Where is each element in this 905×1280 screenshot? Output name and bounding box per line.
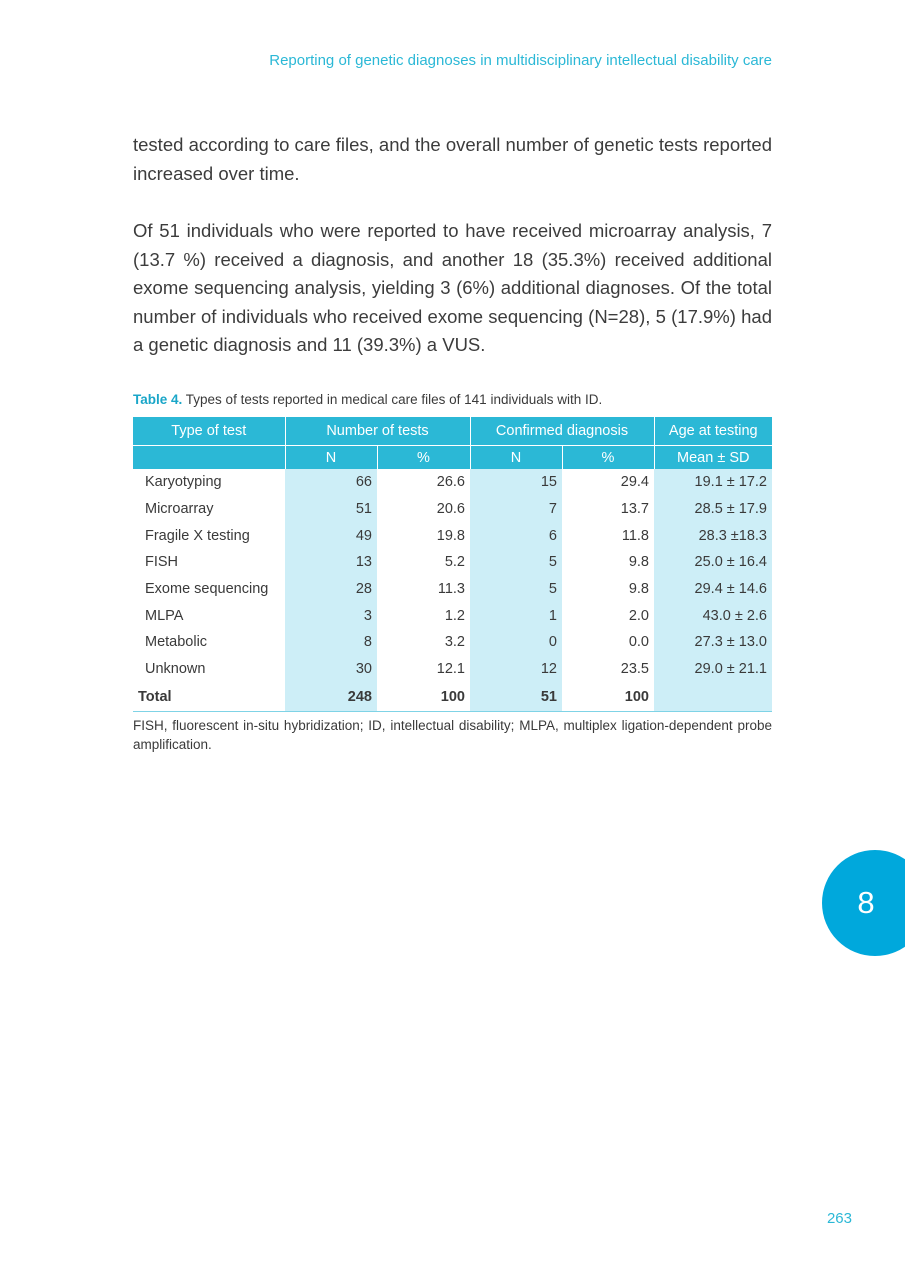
table-header-row-sub — [133, 446, 772, 470]
table-row — [133, 496, 772, 523]
table-row — [133, 602, 772, 629]
cell-n-tests: 30 — [285, 656, 377, 683]
total-pct-diagnosis: 100 — [562, 683, 654, 712]
cell-pct-diagnosis: 9.8 — [628, 554, 649, 571]
cell-n-diagnosis: 12 — [470, 656, 562, 683]
cell-test-name: Karyotyping — [145, 474, 222, 491]
cell-pct-tests: 19.8 — [436, 527, 465, 544]
cell-age: 28.3 ±18.3 — [654, 522, 772, 549]
cell-age: 19.1 ± 17.2 — [654, 469, 772, 496]
table-caption — [133, 392, 773, 407]
table-caption-text: Types of tests reported in medical care files of 141 individuals with ID. — [182, 392, 603, 407]
cell-test-name: FISH — [145, 554, 179, 571]
cell-pct-tests: 20.6 — [436, 501, 465, 518]
total-n-tests: 248 — [285, 683, 377, 712]
chapter-tab: 8 — [822, 850, 905, 956]
cell-test-name: Unknown — [145, 661, 206, 678]
cell-pct-tests: 3.2 — [444, 634, 465, 651]
cell-pct-tests: 5.2 — [444, 554, 465, 571]
cell-age: 43.0 ± 2.6 — [654, 602, 772, 629]
cell-pct-diagnosis: 11.8 — [621, 527, 649, 544]
cell-n-diagnosis: 6 — [470, 522, 562, 549]
cell-pct-diagnosis: 2.0 — [628, 607, 649, 624]
cell-n-diagnosis: 0 — [470, 629, 562, 656]
tests-table — [133, 417, 772, 712]
table-row — [133, 576, 772, 603]
cell-pct-tests: 1.2 — [444, 607, 465, 624]
table-footnote: FISH, fluorescent in-situ hybridization; ID, intellectual disability; MLPA, multiplex ligation-dependent probe amplification. — [133, 718, 772, 752]
total-pct-tests: 100 — [377, 683, 470, 712]
cell-test-name: Fragile X testing — [145, 527, 250, 544]
header-age-at-testing: Age at testing — [654, 417, 772, 446]
table-caption-label: Table 4. — [133, 392, 183, 407]
total-label: Total — [133, 683, 285, 712]
total-n-diagnosis: 51 — [470, 683, 562, 712]
cell-n-diagnosis: 7 — [470, 496, 562, 523]
header-blank — [133, 446, 285, 470]
total-age — [654, 683, 772, 712]
cell-test-name: Metabolic — [145, 634, 208, 651]
cell-test-name: Microarray — [145, 501, 214, 518]
cell-pct-diagnosis: 29.4 — [620, 474, 649, 491]
running-header: Reporting of genetic diagnoses in multidisciplinary intellectual disability care — [269, 52, 772, 69]
cell-n-tests: 51 — [285, 496, 377, 523]
table-row — [133, 629, 772, 656]
cell-n-tests: 3 — [285, 602, 377, 629]
page-number: 263 — [826, 1210, 852, 1227]
table-header-row-groups — [133, 417, 772, 446]
header-confirmed-diagnosis: Confirmed diagnosis — [470, 417, 654, 446]
cell-age: 29.4 ± 14.6 — [654, 576, 772, 603]
cell-pct-diagnosis: 0.0 — [628, 634, 649, 651]
table-row — [133, 549, 772, 576]
table-total-row — [133, 683, 772, 712]
cell-age: 27.3 ± 13.0 — [654, 629, 772, 656]
cell-n-diagnosis: 5 — [470, 576, 562, 603]
cell-age: 25.0 ± 16.4 — [654, 549, 772, 576]
table-row — [133, 522, 772, 549]
cell-age: 28.5 ± 17.9 — [654, 496, 772, 523]
cell-pct-diagnosis: 23.5 — [620, 661, 649, 678]
subheader-mean-sd: Mean ± SD — [654, 446, 772, 470]
cell-pct-tests: 12.1 — [436, 661, 465, 678]
cell-n-diagnosis: 1 — [470, 602, 562, 629]
subheader-tests-n: N — [285, 446, 377, 470]
cell-n-tests: 13 — [285, 549, 377, 576]
cell-pct-tests: 26.6 — [436, 474, 465, 491]
cell-test-name: Exome sequencing — [145, 581, 269, 598]
cell-n-diagnosis: 5 — [470, 549, 562, 576]
cell-n-tests: 8 — [285, 629, 377, 656]
subheader-tests-pct: % — [377, 446, 470, 470]
cell-n-tests: 28 — [285, 576, 377, 603]
cell-n-tests: 66 — [285, 469, 377, 496]
table-row — [133, 469, 772, 496]
cell-pct-diagnosis: 9.8 — [628, 581, 649, 598]
cell-pct-diagnosis: 13.7 — [620, 501, 649, 518]
subheader-diag-n: N — [470, 446, 562, 470]
body-paragraph-2: Of 51 individuals who were reported to have received microarray analysis, 7 (13.7 %) received a diagnosis, and another 18 (35.3%) received additional exome sequencing analysis, yielding 3 (6%) additional diagnoses. Of the total number of individuals who received exome sequencing (N=28), 5 (17.9%) had a genetic diagnosis and 11 (39.3%) a VUS. — [133, 220, 772, 355]
cell-n-tests: 49 — [285, 522, 377, 549]
subheader-diag-pct: % — [562, 446, 654, 470]
header-number-of-tests: Number of tests — [285, 417, 470, 446]
cell-test-name: MLPA — [145, 607, 184, 624]
header-type-of-test: Type of test — [133, 417, 285, 446]
cell-n-diagnosis: 15 — [470, 469, 562, 496]
cell-age: 29.0 ± 21.1 — [654, 656, 772, 683]
table-row — [133, 656, 772, 683]
cell-pct-tests: 11.3 — [437, 581, 465, 598]
body-paragraph-1: tested according to care files, and the overall number of genetic tests reported increased over time. — [133, 134, 772, 184]
